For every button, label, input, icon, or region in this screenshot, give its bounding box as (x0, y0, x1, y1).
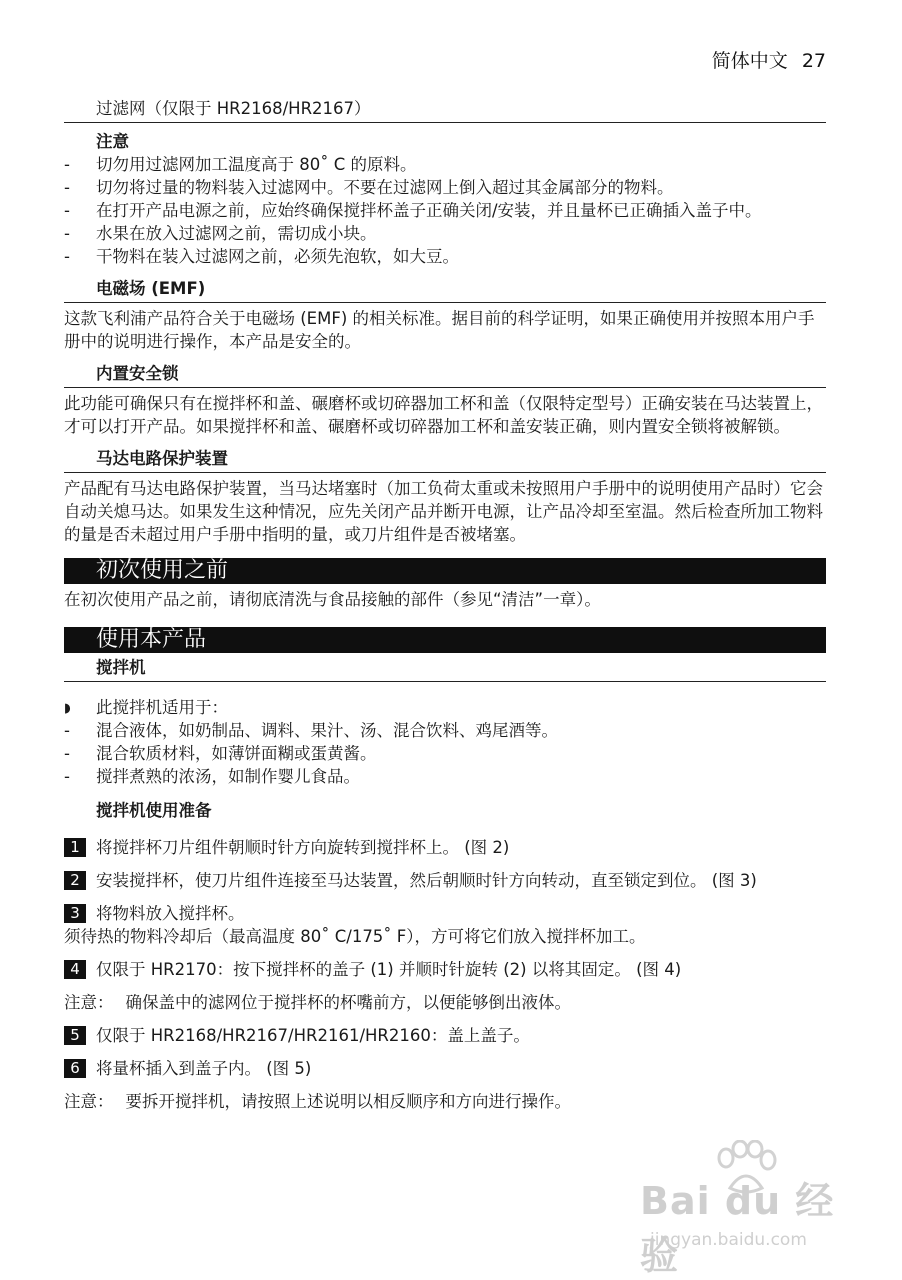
step-4 (64, 958, 826, 981)
language-label: 简体中文 (711, 50, 788, 72)
blender-uses-list (64, 719, 826, 788)
blender-uses-intro (64, 696, 826, 719)
list-item: - 搅拌煮熟的浓汤，如制作婴儿食品。 (64, 765, 826, 788)
first-use-text: 在初次使用产品之前，请彻底清洗与食品接触的部件（参见“清洁”一章）。 (64, 590, 601, 609)
list-item: - 切勿将过量的物料装入过滤网中。不要在过滤网上倒入超过其金属部分的物料。 (64, 176, 826, 199)
step-text: 仅限于 HR2170：按下搅拌杯的盖子 (1) 并顺时针旋转 (2) 以将其固定。 (图 4) (96, 960, 682, 979)
using-heading: 使用本产品 (64, 627, 826, 653)
list-item: - 混合软质材料，如薄饼面糊或蛋黄酱。 (64, 742, 826, 765)
page-content (64, 98, 826, 1113)
note-label: 注意： (64, 993, 114, 1012)
bullet-icon: ◗ (64, 701, 71, 716)
emf-text: 这款飞利浦产品符合关于电磁场 (EMF) 的相关标准。据目前的科学证明，如果正确使用并按照本用户手册中的说明进行操作，本产品是安全的。 (64, 309, 815, 351)
watermark-brand: Bai du 经验 (640, 1179, 835, 1278)
list-item: - 水果在放入过滤网之前，需切成小块。 (64, 222, 826, 245)
step-text: 安装搅拌杯，使刀片组件连接至马达装置，然后朝顺时针方向转动，直至锁定到位。 (图 3) (96, 871, 757, 890)
motor-text: 产品配有马达电路保护装置，当马达堵塞时（加工负荷太重或未按照用户手册中的说明使用产品时）它会自动关熄马达。如果发生这种情况，应先关闭产品并断开电源，让产品冷却至室温。然后检查所加工物料的量是否未超过用户手册中指明的量，或刀片组件是否被堵塞。 (64, 479, 823, 544)
step-number: 5 (64, 1026, 86, 1045)
step-text: 将量杯插入到盖子内。 (图 5) (96, 1059, 312, 1078)
emf-title: 电磁场 (EMF) (64, 278, 826, 303)
note-label: 注意： (64, 1092, 114, 1111)
blender-title: 搅拌机 (64, 657, 826, 682)
step-text: 将物料放入搅拌杯。 (96, 904, 245, 923)
step-text: 将搅拌杯刀片组件朝顺时针方向旋转到搅拌杯上。 (图 2) (96, 838, 510, 857)
step-3 (64, 902, 826, 925)
step-number: 1 (64, 838, 86, 857)
filter-section (64, 98, 826, 268)
filter-note-list (64, 153, 826, 268)
page-number: 27 (801, 50, 826, 72)
first-use-heading: 初次使用之前 (64, 558, 826, 584)
step-4-note (64, 991, 826, 1014)
step-number: 4 (64, 960, 86, 979)
lock-text: 此功能可确保只有在搅拌杯和盖、碾磨杯或切碎器加工杯和盖（仅限特定型号）正确安装在马达装置上，才可以打开产品。如果搅拌杯和盖、碾磨杯或切碎器加工杯和盖安装正确，则内置安全锁将被解锁。 (64, 394, 823, 436)
prep-title: 搅拌机使用准备 (96, 801, 212, 820)
step-text: 仅限于 HR2168/HR2167/HR2161/HR2160：盖上盖子。 (96, 1026, 530, 1045)
note-text: 确保盖中的滤网位于搅拌杯的杯嘴前方，以便能够倒出液体。 (125, 993, 571, 1012)
step-2 (64, 869, 826, 892)
motor-title: 马达电路保护装置 (64, 448, 826, 473)
page-header (712, 46, 826, 73)
watermark-url: jingyan.baidu.com (650, 1230, 807, 1250)
step-3-detail: 须待热的物料冷却后（最高温度 80˚ C/175˚ F），方可将它们放入搅拌杯加工。 (64, 927, 646, 946)
list-item: - 干物料在装入过滤网之前，必须先泡软，如大豆。 (64, 245, 826, 268)
filter-title: 过滤网（仅限于 HR2168/HR2167） (64, 98, 826, 123)
emf-section (64, 278, 826, 353)
bullet-text: 此搅拌机适用于： (96, 698, 228, 717)
step-number: 2 (64, 871, 86, 890)
motor-section (64, 448, 826, 546)
list-item: - 在打开产品电源之前，应始终确保搅拌杯盖子正确关闭/安装，并且量杯已正确插入盖子中。 (64, 199, 826, 222)
step-6-note (64, 1090, 826, 1113)
filter-note-title: 注意 (96, 132, 129, 151)
step-number: 3 (64, 904, 86, 923)
step-1 (64, 836, 826, 859)
lock-title: 内置安全锁 (64, 363, 826, 388)
list-item: - 混合液体，如奶制品、调料、果汁、汤、混合饮料、鸡尾酒等。 (64, 719, 826, 742)
step-6 (64, 1057, 826, 1080)
step-5 (64, 1024, 826, 1047)
note-text: 要拆开搅拌机，请按照上述说明以相反顺序和方向进行操作。 (125, 1092, 571, 1111)
baidu-watermark (640, 1140, 860, 1278)
lock-section (64, 363, 826, 438)
step-number: 6 (64, 1059, 86, 1078)
list-item: - 切勿用过滤网加工温度高于 80˚ C 的原料。 (64, 153, 826, 176)
